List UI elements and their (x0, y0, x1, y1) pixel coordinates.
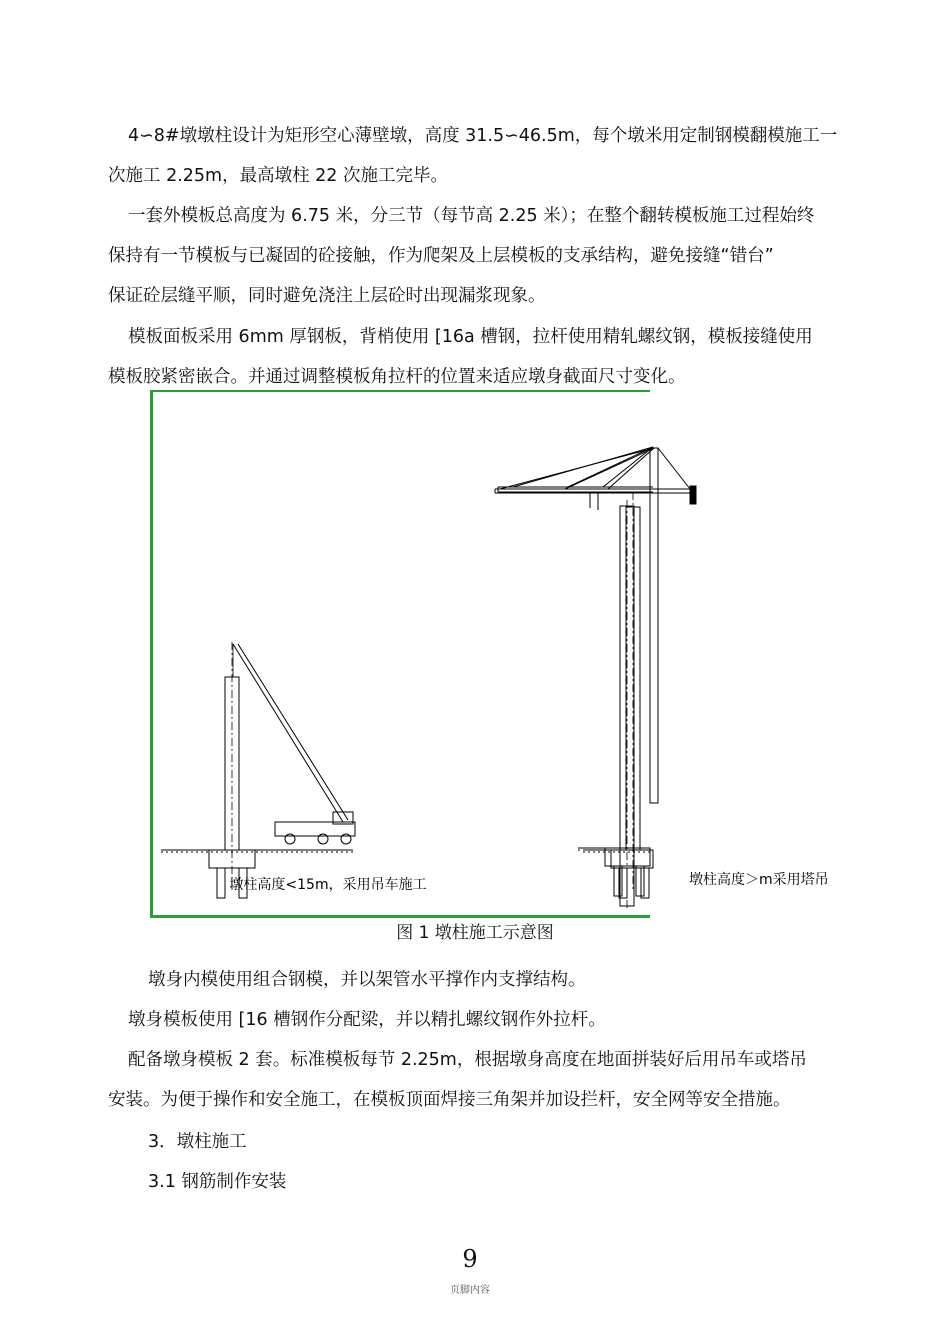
tower-crane-outside (490, 440, 710, 910)
figure-caption: 图 1 墩柱施工示意图 (396, 923, 554, 943)
paragraph-line-4: 保持有一节模板与已凝固的砼接触，作为爬架及上层模板的支承结构，避免接缝“错台” (108, 246, 774, 266)
figure-label-left: 墩柱高度<15m，采用吊车施工 (229, 877, 427, 893)
page-number: 9 (462, 1245, 478, 1273)
figure-label-right: 墩柱高度＞m采用塔吊 (689, 872, 829, 888)
tower-crane-mast (650, 448, 658, 803)
paragraph2-line-3: 配备墩身模板 2 套。标准模板每节 2.25m，根据墩身高度在地面拼装好后用吊车或塔吊 (128, 1050, 807, 1070)
paragraph2-line-2: 墩身模板使用 [16 槽钢作分配梁，并以精扎螺纹钢作外拉杆。 (128, 1010, 606, 1030)
paragraph-line-3: 一套外模板总高度为 6.75 米，分三节（每节高 2.25 米）；在整个翻转模板施工过程始终 (128, 206, 815, 226)
paragraph-line-1: 4∽8#墩墩柱设计为矩形空心薄壁墩，高度 31.5∽46.5m，每个墩米用定制钢模翻模施工一 (128, 126, 838, 146)
section-heading: 3．墩柱施工 (148, 1132, 247, 1152)
paragraph-line-7: 模板胶紧密嵌合。并通过调整模板角拉杆的位置来适应墩身截面尺寸变化。 (108, 367, 686, 387)
paragraph2-line-4: 安装。为便于操作和安全施工，在模板顶面焊接三角架并加设拦杆，安全网等安全措施。 (108, 1090, 791, 1110)
crane-boom (233, 644, 343, 822)
footer-text: 页脚内容 (450, 1285, 490, 1296)
subsection-heading: 3.1 钢筋制作安装 (148, 1172, 287, 1192)
paragraph-line-2: 次施工 2.25m，最高墩柱 22 次施工完毕。 (108, 166, 448, 186)
paragraph2-line-1: 墩身内模使用组合钢模，并以架管水平撑作内支撑结构。 (148, 970, 586, 990)
paragraph-line-6: 模板面板采用 6mm 厚钢板，背梢使用 [16a 槽钢，拉杆使用精轧螺纹钢，模板接缝使用 (128, 327, 813, 347)
paragraph-line-5: 保证砼层缝平顺，同时避免浇注上层砼时出现漏浆现象。 (108, 286, 546, 306)
